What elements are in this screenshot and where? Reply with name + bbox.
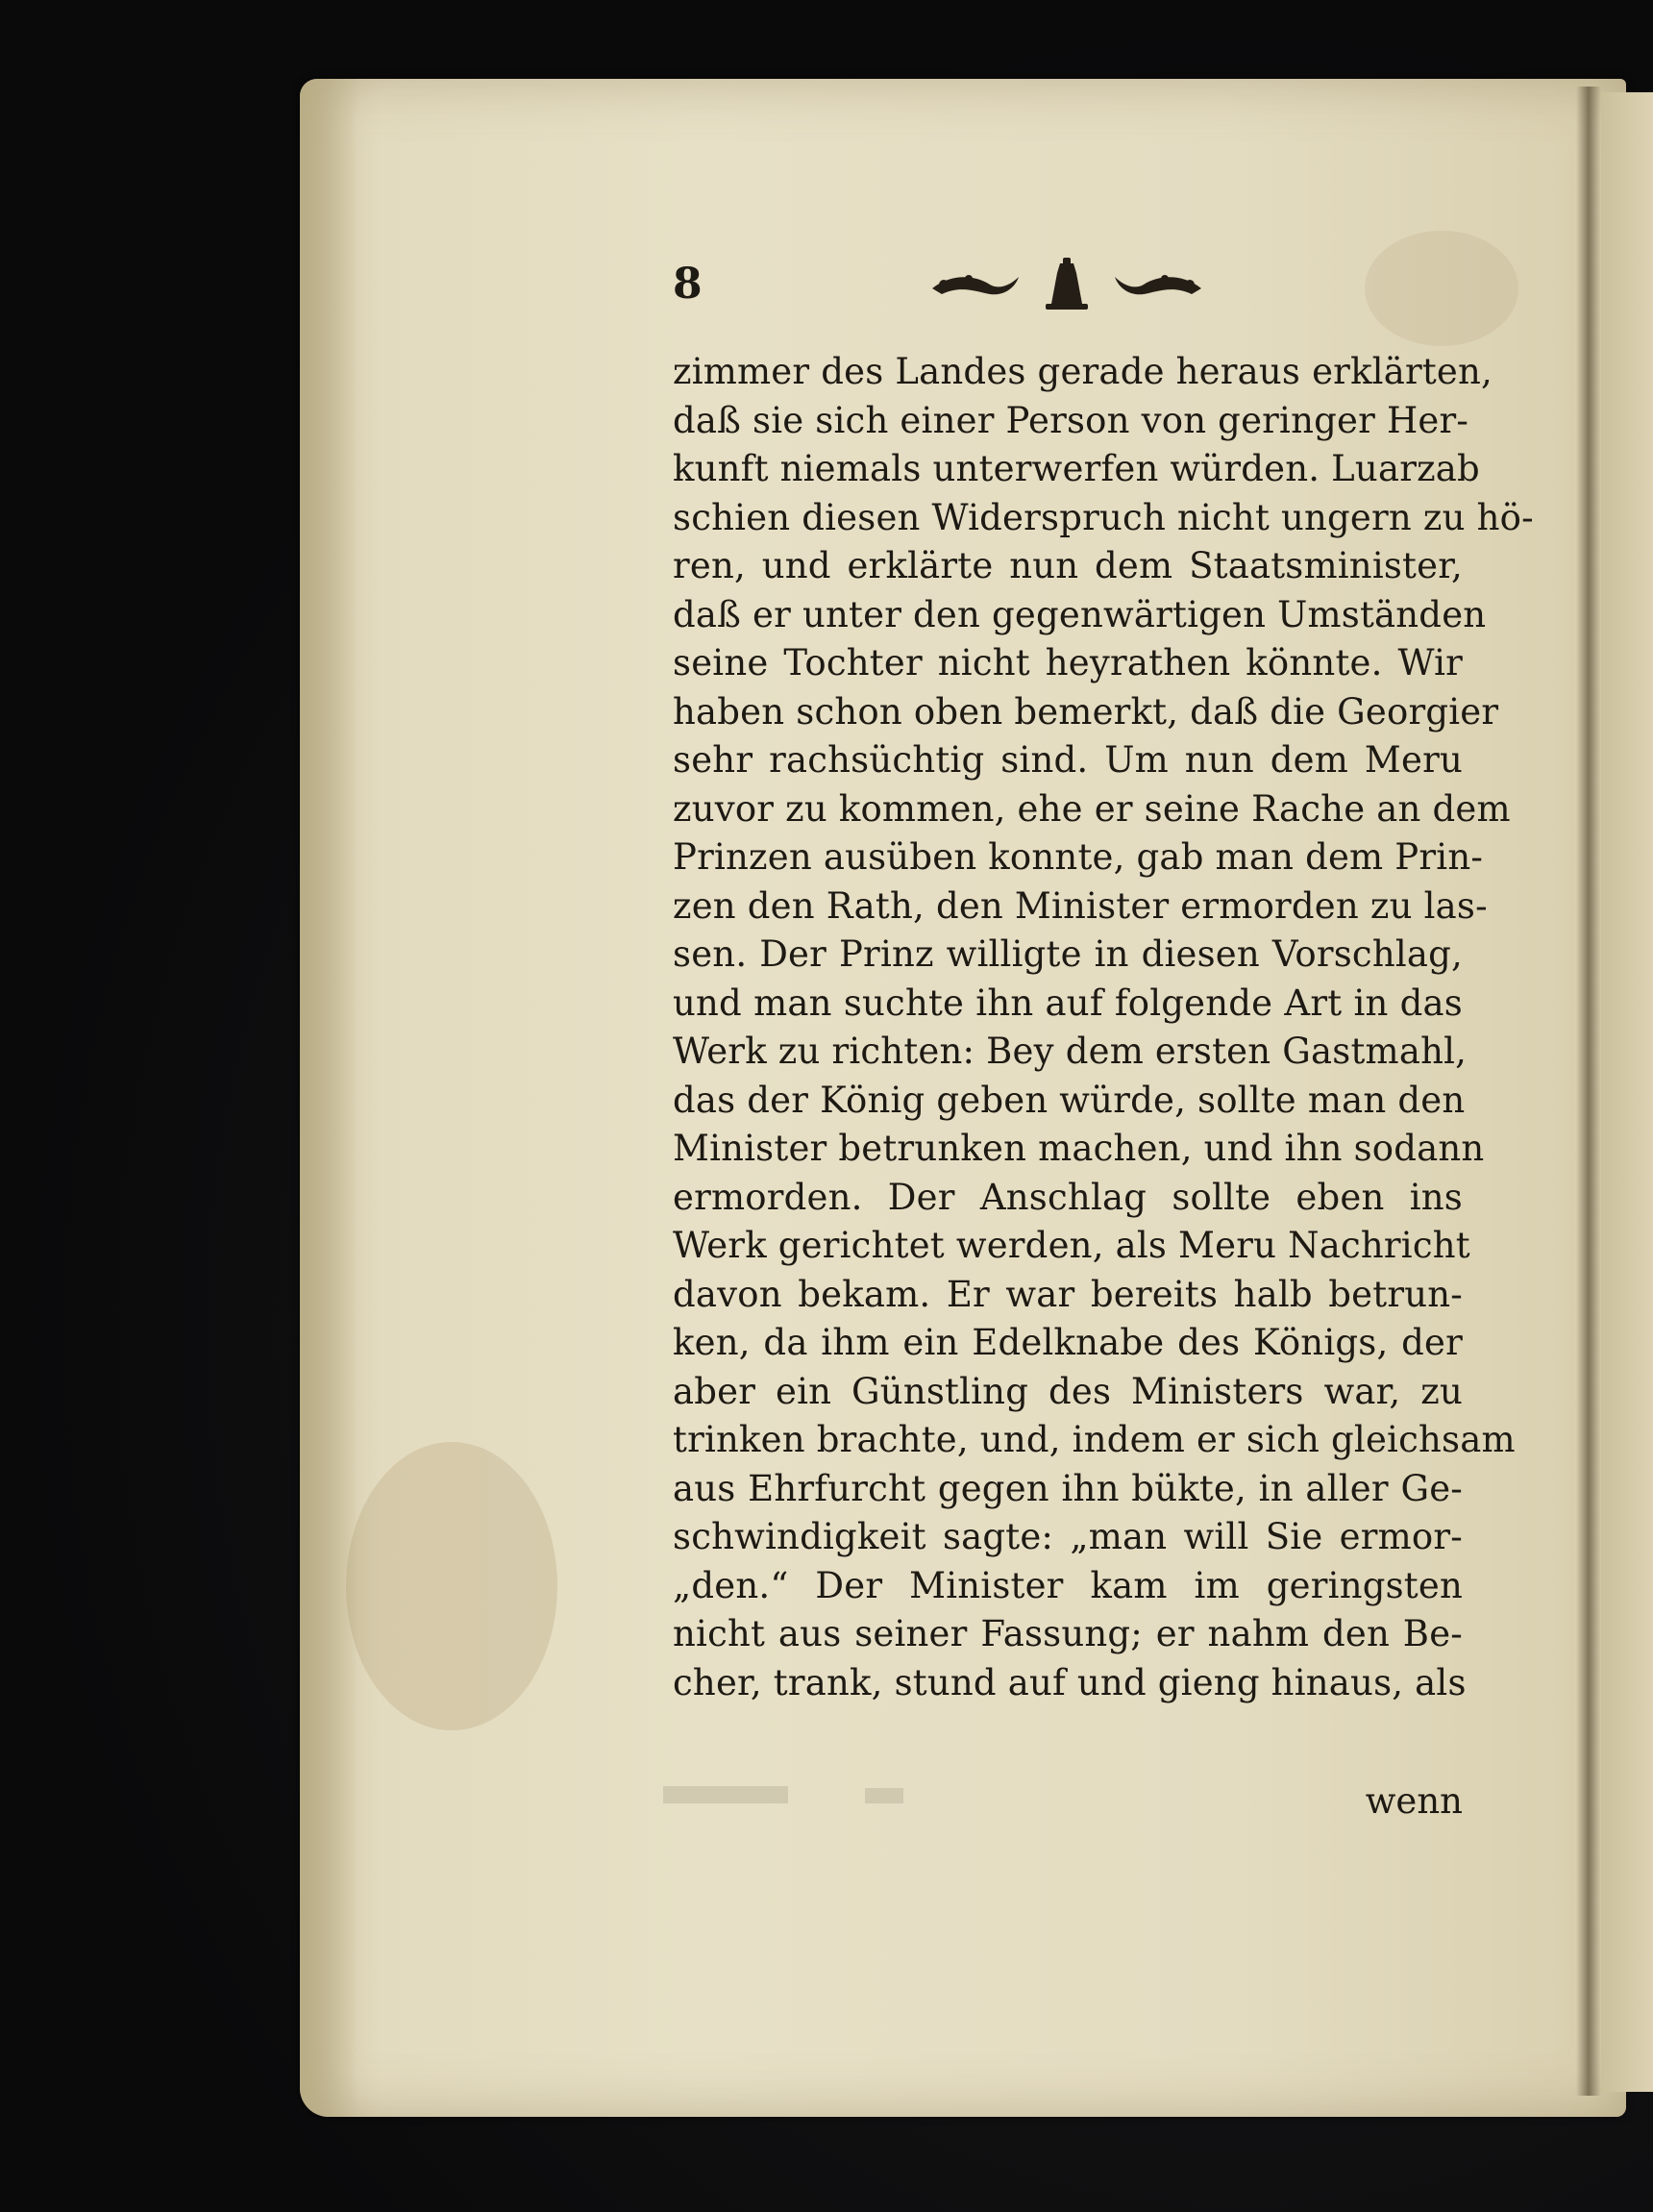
text-line: kunft niemals unterwerfen würden. Luarzab — [673, 448, 1480, 489]
text-line: zimmer des Landes gerade heraus erklärten, — [673, 351, 1493, 392]
text-line: daß er unter den gegenwärtigen Umständen — [673, 593, 1487, 635]
page-fold-shadow — [1576, 87, 1601, 2096]
faint-signature-mark — [654, 1775, 1134, 1813]
text-line: das der König geben würde, sollte man den — [673, 1079, 1466, 1121]
text-line: ermorden. Der Anschlag sollte eben ins — [673, 1176, 1463, 1218]
text-line: aus Ehrfurcht gegen ihn bükte, in aller Ge- — [673, 1467, 1463, 1509]
text-line: haben schon oben bemerkt, daß die Georgier — [673, 690, 1499, 733]
text-line: trinken brachte, und, indem er sich gleichsam — [673, 1419, 1516, 1460]
text-line: schwindigkeit sagte: „man will Sie ermor- — [673, 1516, 1463, 1557]
facing-page-edge — [1601, 92, 1653, 2092]
text-line: sen. Der Prinz willigte in diesen Vorschlag, — [673, 933, 1463, 975]
page-number: 8 — [673, 260, 703, 309]
page-header — [673, 252, 1211, 319]
text-line: schien diesen Widerspruch nicht ungern zu hö- — [673, 496, 1534, 538]
text-line: zuvor zu kommen, ehe er seine Rache an dem — [673, 787, 1511, 830]
text-line: ren, und erklärte nun dem Staatsminister, — [673, 545, 1463, 586]
text-line: und man suchte ihn auf folgende Art in das — [673, 982, 1463, 1024]
paper-stain — [1365, 231, 1518, 346]
text-line: ken, da ihm ein Edelknabe des Königs, der — [673, 1322, 1463, 1363]
text-line: Werk zu richten: Bey dem ersten Gastmahl, — [673, 1031, 1468, 1072]
text-line: Minister betrunken machen, und ihn sodann — [673, 1128, 1485, 1169]
body-text — [673, 348, 1534, 1707]
text-line: zen den Rath, den Minister ermorden zu las- — [673, 884, 1488, 927]
text-line: „den.“ Der Minister kam im geringsten — [673, 1564, 1463, 1606]
text-line: nicht aus seiner Fassung; er nahm den Be- — [673, 1613, 1463, 1654]
text-line: Prinzen ausüben konnte, gab man dem Prin- — [673, 836, 1484, 878]
catchword: wenn — [1365, 1780, 1463, 1822]
text-line: aber ein Günstling des Ministers war, zu — [673, 1370, 1463, 1412]
text-line: seine Tochter nicht heyrathen könnte. Wir — [673, 642, 1463, 683]
text-line: sehr rachsüchtig sind. Um nun dem Meru — [673, 739, 1463, 781]
floral-vignette-icon — [923, 256, 1211, 313]
text-line: daß sie sich einer Person von geringer Her- — [673, 399, 1469, 441]
page-worn-edge — [300, 79, 358, 2117]
text-line: Werk gerichtet werden, als Meru Nachricht — [673, 1225, 1470, 1266]
text-line: davon bekam. Er war bereits halb betrun- — [673, 1273, 1463, 1315]
text-line: cher, trank, stund auf und gieng hinaus, als — [673, 1661, 1467, 1703]
paper-stain — [346, 1442, 557, 1730]
